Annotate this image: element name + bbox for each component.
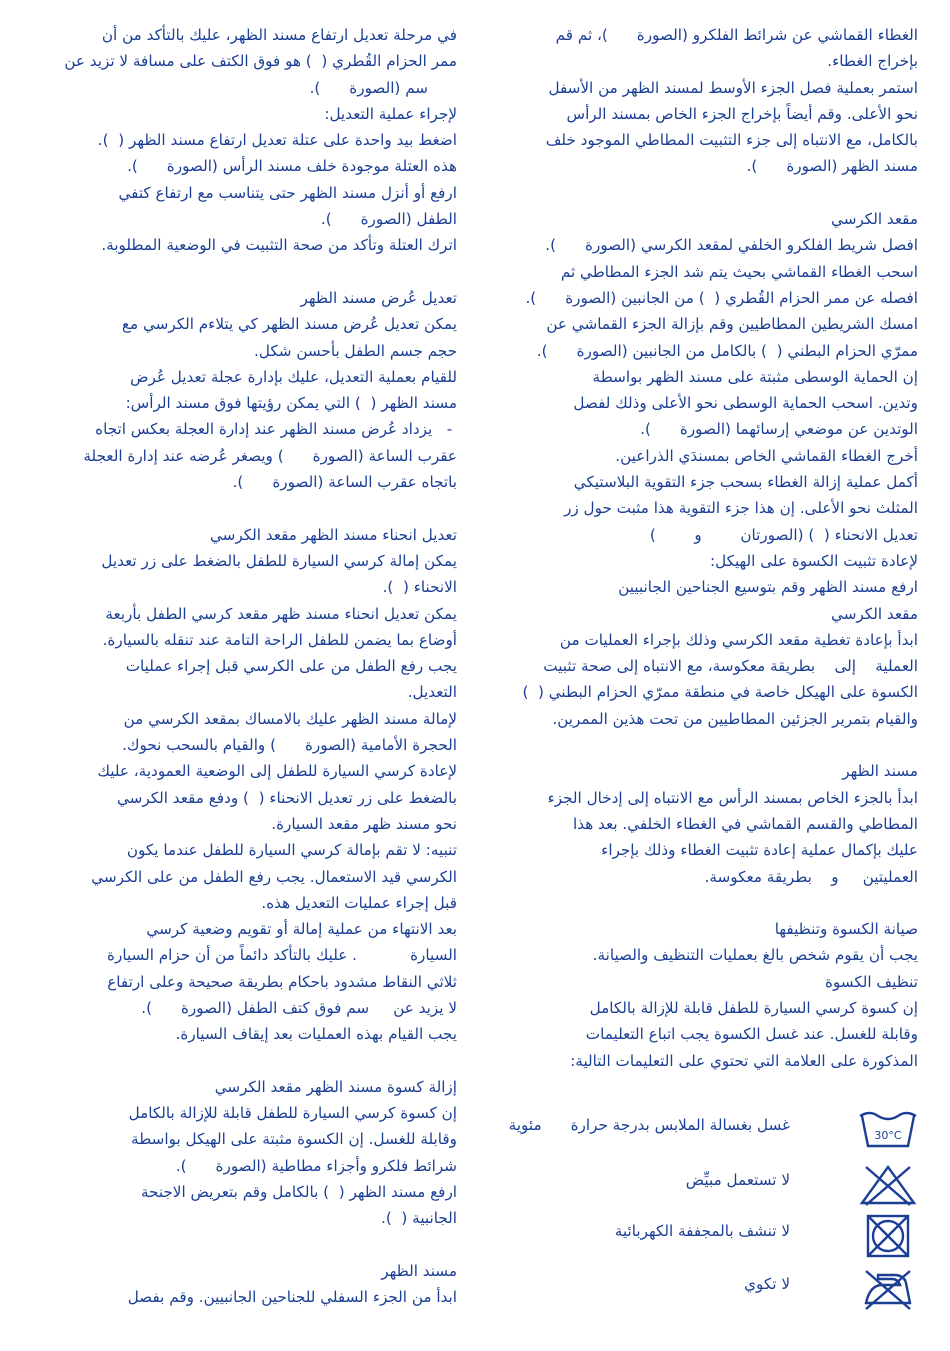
text-line: العملية إلى بطريقة معكوسة، مع الانتباه إلى صحة تثبيت [543, 657, 918, 676]
text-line: أكمل عملية إزالة الغطاء بسحب جزء التقوية البلاستيكي [573, 473, 918, 492]
text-line: الكسوة على الهيكل خاصة في منطقة ممرّي الحزام البطني ( ) [522, 683, 918, 702]
text-line: والقيام بتمرير الجزئين المطاطيين من تحت هذين الممرين. [552, 709, 918, 728]
text-line: ممر الحزام القُطري ( ) هو فوق الكتف على مسافة لا تزيد عن [64, 52, 457, 71]
text-line: استمر بعملية فصل الجزء الأوسط لمسند الظهر من الأسفل [548, 78, 918, 97]
text-line: سم (الصورة ). [309, 78, 457, 97]
text-line: أخرج الغطاء القماشي الخاص بمسندَي الذراعين. [615, 446, 918, 465]
no-bleach-icon [858, 1163, 918, 1207]
text-line: يجب أن يقوم شخص بالغ بعمليات التنظيف والصيانة. [592, 946, 918, 965]
text-line: - يزداد عُرض مسند الظهر عند إدارة العجلة بعكس اتجاه [95, 420, 457, 439]
text-line: مسند الظهر ( ) التي يمكن رؤيتها فوق مسند الرأس: [125, 394, 457, 413]
text-line: عقرب الساعة (الصورة ) ويصغر عُرضه عند إدارة العجلة [83, 446, 457, 465]
text-line: حجم جسم الطفل بأحسن شكل. [254, 341, 457, 360]
text-line: تعديل عُرض مسند الظهر [300, 288, 457, 307]
text-line: ارفع مسند الظهر وقم بتوسيع الجناحين الجانبيين [618, 578, 918, 597]
text-line: قبل إجراء عمليات التعديل هذه. [261, 893, 457, 912]
text-line: صيانة الكسوة وتنظيفها [774, 920, 918, 939]
no-iron-icon [858, 1267, 918, 1311]
text-line: إزالة كسوة مسند الظهر مقعد الكرسي [214, 1077, 457, 1096]
text-line: الانحناء ( ). [382, 578, 457, 597]
text-line: ممرّي الحزام البطني ( ) بالكامل من الجانبين (الصورة ). [536, 341, 918, 360]
text-line: المذكورة على العلامة التي تحتوي على التعليمات التالية: [570, 1051, 918, 1070]
text-line: الحجرة الأمامية (الصورة ) والقيام بالسحب نحوك. [122, 736, 457, 755]
text-line: مسند الظهر (الصورة ). [746, 157, 918, 176]
text-line: اسحب الغطاء القماشي بحيث يتم شد الجزء المطاطي ثم [560, 262, 918, 281]
text-line: لا يزيد عن سم فوق كتف الطفل (الصورة ). [141, 998, 457, 1017]
text-line: الوتدين عن موضعي إرسائهما (الصورة ). [640, 420, 918, 439]
left-column [27, 22, 457, 1311]
spacer-line [488, 732, 918, 758]
text-line: ارفع أو أنزل مسند الظهر حتى يتناسب مع ارتفاع كتفي [118, 183, 457, 202]
text-line: اضغط بيد واحدة على عتلة تعديل ارتفاع مسند الظهر ( ). [97, 131, 457, 150]
spacer-line [488, 890, 918, 916]
text-line: باتجاه عقرب الساعة (الصورة ). [232, 473, 457, 492]
text-line: عليك بإكمال عملية إعادة تثبيت الغطاء وذلك بإجراء [601, 841, 918, 860]
text-line: هذه العتلة موجودة خلف مسند الرأس (الصورة ). [127, 157, 457, 176]
text-line: تنبيه: لا تقم بإمالة كرسي السيارة للطفل عندما يكون [126, 841, 457, 860]
text-line: يمكن تعديل عُرض مسند الظهر كي يتلاءم الكرسي مع [121, 315, 457, 334]
no-tumble-dry-icon [858, 1214, 918, 1258]
wash-30-icon [858, 1108, 918, 1152]
text-line: وقابلة للغسل. إن الكسوة مثبتة على الهيكل بواسطة [131, 1130, 457, 1149]
text-line: مسند الظهر [842, 762, 918, 781]
no-bleach-instruction: لا تستعمل مبيِّض [685, 1171, 790, 1189]
text-line: الغطاء القماشي عن شرائط الفلكرو (الصورة )، ثم قم [555, 26, 918, 44]
no-iron-instruction: لا تكوي [744, 1275, 790, 1293]
wash-temp-label: 30°C [874, 1129, 902, 1142]
text-line: لإعادة كرسي السيارة للطفل إلى الوضعية العمودية، عليك [97, 762, 457, 781]
text-line: يمكن تعديل انحناء مسند ظهر مقعد كرسي الطفل بأربعة [105, 604, 457, 623]
text-line: ارفع مسند الظهر ( ) بالكامل وقم بتعريض الاجنحة [140, 1183, 457, 1202]
spacer-line [27, 259, 457, 285]
wash-instruction: غسل بغسالة الملابس بدرجة حرارة مئوية [508, 1116, 790, 1134]
text-line: إن كسوة كرسي السيارة للطفل قابلة للإزالة بالكامل [128, 1104, 457, 1123]
text-line: يمكن إمالة كرسي السيارة للطفل بالضغط على زر تعديل [101, 551, 457, 570]
text-line: اترك العتلة وتأكد من صحة التثبيت في الوضعية المطلوبة. [101, 236, 457, 255]
spacer-line [488, 180, 918, 206]
text-line: بعد الانتهاء من عملية إمالة أو تقويم وضعية كرسي [146, 920, 457, 939]
text-line: الكرسي قيد الاستعمال. يجب رفع الطفل من على الكرسي [91, 867, 457, 886]
text-line: للقيام بعملية التعديل، عليك بإدارة عجلة تعديل عُرض [130, 367, 457, 386]
text-line: امسك الشريطين المطاطيين وقم بإزالة الجزء القماشي عن [546, 315, 918, 334]
text-line: أوضاع بما يضمن للطفل الراحة التامة عند تنقله بالسيارة. [102, 630, 457, 649]
care-iron-row [498, 1267, 918, 1327]
text-line: مقعد الكرسي [831, 210, 918, 229]
text-line: ابدأ بالجزء الخاص بمسند الرأس مع الانتباه إلى إدخال الجزء [547, 788, 918, 807]
text-line: مسند الظهر [381, 1261, 457, 1280]
text-line: ابدأ بإعادة تغطية مقعد الكرسي وذلك بإجراء العمليات من [559, 630, 918, 649]
text-line: تعديل الانحناء ( ) (الصورتان و ) [649, 525, 918, 544]
text-line: لإمالة مسند الظهر عليك بالامساك بمقعد الكرسي من [123, 709, 457, 728]
text-line: مقعد الكرسي [831, 604, 918, 623]
right-column [488, 22, 918, 1074]
text-line: لإعادة تثبيت الكسوة على الهيكل: [709, 551, 918, 570]
text-line: إن كسوة كرسي السيارة للطفل قابلة للإزالة بالكامل [589, 998, 918, 1017]
spacer-line [27, 495, 457, 521]
text-line: نحو الأعلى. وقم أيضاً بإخراج الجزء الخاص بمسند الرأس [566, 104, 918, 123]
text-line: شرائط فلكرو وأجزاء مطاطية (الصورة ). [175, 1156, 457, 1175]
text-line: وقابلة للغسل. عند غسل الكسوة يجب اتباع التعليمات [585, 1025, 918, 1044]
care-dryer-row [498, 1214, 918, 1274]
text-line: وتدين. اسحب الحماية الوسطى نحو الأعلى وذلك لفصل [573, 394, 918, 413]
text-line: بالكامل، مع الانتباه إلى جزء التثبيت المطاطي الموجود خلف [545, 131, 918, 150]
text-line: المثلث نحو الأعلى. إن هذا جزء التقوية هذا مثبت حول زر [564, 499, 918, 518]
text-line: في مرحلة تعديل ارتفاع مسند الظهر، عليك بالتأكد من أن [101, 26, 457, 44]
spacer-line [27, 1232, 457, 1258]
text-line: نحو مسند ظهر مقعد السيارة. [271, 814, 457, 833]
text-line: التعديل. [407, 683, 457, 702]
text-line: السيارة . عليك بالتأكد دائماً من أن حزام السيارة [107, 946, 457, 965]
text-line: افصل شريط الفلكرو الخلفي لمقعد الكرسي (الصورة ). [545, 236, 918, 255]
no-tumble-dry-instruction: لا تنشف بالمجففة الكهربائية [614, 1222, 790, 1240]
text-line: الجانبية ( ). [381, 1209, 457, 1228]
text-line: بإخراج الغطاء. [827, 52, 918, 71]
spacer-line [27, 1048, 457, 1074]
text-line: تنظيف الكسوة [825, 972, 918, 991]
text-line: افصله عن ممر الحزام القُطري ( ) من الجانبين (الصورة ). [525, 288, 918, 307]
text-line: الطفل (الصورة ). [320, 210, 457, 229]
text-line: تعديل انحناء مسند الظهر مقعد الكرسي [209, 525, 457, 544]
text-line: العمليتين و بطريقة معكوسة. [704, 867, 918, 886]
text-line: المطاطي والقسم القماشي في الغطاء الخلفي. بعد هذا [573, 814, 918, 833]
text-line: لإجراء عملية التعديل: [324, 104, 457, 123]
text-line: يجب رفع الطفل من على الكرسي قبل إجراء عمليات [125, 657, 457, 676]
care-wash-row [498, 1108, 918, 1168]
text-line: ثلاثي النقاط مشدود باحكام بطريقة صحيحة وعلى ارتفاع [107, 972, 457, 991]
text-line: ابدأ من الجزء السفلي للجناحين الجانبيين. وقم بفصل [127, 1288, 457, 1307]
text-line: بالضغط على زر تعديل الانحناء ( ) ودفع مقعد الكرسي [116, 788, 457, 807]
text-line: إن الحماية الوسطى مثبتة على مسند الظهر بواسطة [592, 367, 918, 386]
text-line: يجب القيام بهذه العمليات بعد إيقاف السيارة. [175, 1025, 457, 1044]
